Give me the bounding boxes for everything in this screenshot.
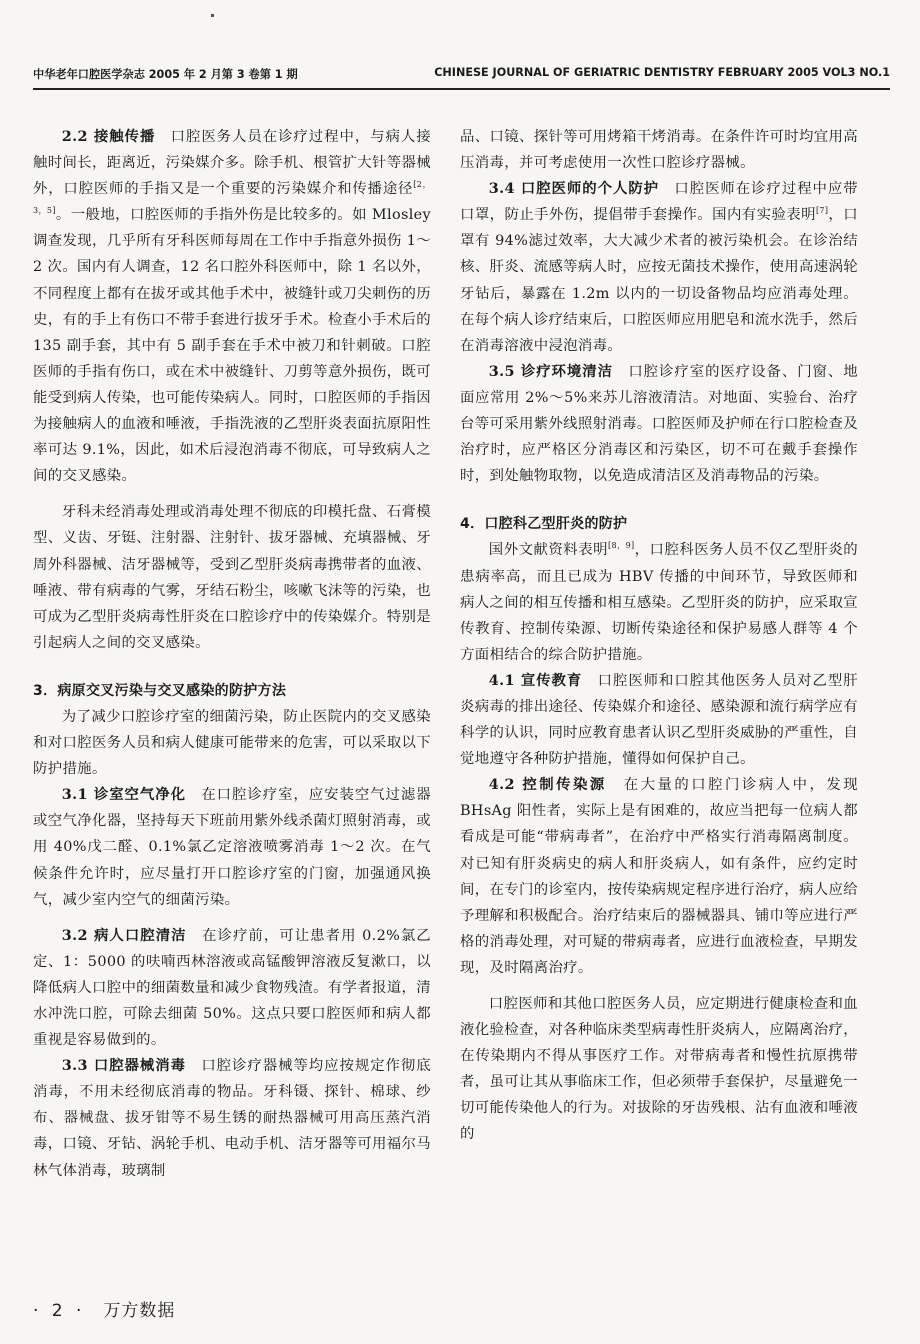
page-footer <box>33 1296 175 1321</box>
paragraph-3-3 <box>33 1053 431 1183</box>
page-number: · 2 · <box>33 1301 86 1321</box>
paragraph-continued: 品、口镜、探针等可用烤箱干烤消毒。在条件许可时均宜用高压消毒，并可考虑使用一次性口腔诊疗器械。 <box>460 129 858 172</box>
paragraph-text: 。一般地，口腔医师的手指外伤是比较多的。如 Mlosley 调查发现，几乎所有牙科医师每周在工作中手指意外损伤 1～2 次。国内有人调查，12 名口腔外科医师中，除 1 名以外，不同程度上都有在拔牙或其他手术中，被缝针或刀尖刺伤的历史，有的手上有伤口不带手套进行拔牙手术。检查小手术后的 135 副手套，其中有 5 副手套在手术中被刀和针刺破。口腔医师的手指有伤口，或在术中被缝针、刀剪等意外损伤，既可能受到病人传染，也可能传染病人。同时，口腔医师的手指因为接触病人的血液和唾液，手指洗液的乙型肝炎表面抗原阳性率可达 9.1%，因此，如术后浸泡消毒不彻底，可导致病人之间的交叉感染。 <box>33 207 431 485</box>
running-header <box>33 66 890 84</box>
section-heading-4: 4．口腔科乙型肝炎的防护 <box>460 516 628 533</box>
paragraph-text: 口腔医务人员在诊疗过程中，与病人接触时间长，距离近，污染媒介多。除手机、根管扩大针等器械外，口腔医师的手指又是一个重要的污染媒介和传播途径 <box>33 129 431 198</box>
journal-name-en: CHINESE JOURNAL OF GERIATRIC DENTISTRY FEBRUARY 2005 VOL3 NO.1 <box>434 66 890 79</box>
citation: [7] <box>815 206 829 216</box>
right-column <box>460 124 858 1148</box>
paragraph-3-5 <box>460 359 858 489</box>
paragraph-4-1 <box>460 668 858 772</box>
journal-name-cn: 中华老年口腔医学杂志 2005 年 2 月第 3 卷第 1 期 <box>33 68 298 81</box>
paragraph-text: 口腔医师在诊疗过程中应带口罩，防止手外伤，提倡带手套操作。国内有实验表明 <box>460 181 858 224</box>
paragraph-health-check: 口腔医师和其他口腔医务人员，应定期进行健康检查和血液化验检查，对各种临床类型病毒性肝炎病人，应隔离治疗，在传染期内不得从事医疗工作。对带病毒者和慢性抗原携带者，虽可让其从事临床工作，但必须带手套保护，尽量避免一切可能传染他人的行为。对拔除的牙齿残根、沾有血液和唾液的 <box>460 996 858 1143</box>
section-heading-3: 3．病原交叉污染与交叉感染的防护方法 <box>33 682 287 699</box>
subsection-heading-3-1: 3.1 诊室空气净化 <box>61 786 186 804</box>
paragraph-text: 在大量的口腔门诊病人中，发现 BHsAg 阳性者，实际上是有困难的，故应当把每一位病人都看成是可能“带病毒者”，在治疗中严格实行消毒隔离制度。对已知有肝炎病史的病人和肝炎病人，如有条件，应约定时间，在专门的诊室内，按传染病规定程序进行治疗，病人应给予理解和积极配合。治疗结束后的器械器具、铺巾等应进行严格的消毒处理，对可疑的带病毒者，应进行血液检查，早期发现，及时隔离治疗。 <box>460 777 858 976</box>
paragraph-3-intro: 为了减少口腔诊疗室的细菌污染，防止医院内的交叉感染和对口腔医务人员和病人健康可能带来的危害，可以采取以下防护措施。 <box>33 708 431 778</box>
paragraph-text: 口腔医师和口腔其他医务人员对乙型肝炎病毒的排出途径、传染媒介和途径、感染源和流行病学应有科学的认识，同时应教育患者认识乙型肝炎威胁的严重性，自觉地遵守各种防护措施，懂得如何保护自己。 <box>460 672 858 768</box>
paragraph-text: 国外文献资料表明 <box>488 542 608 559</box>
paragraph-4-intro <box>460 537 858 667</box>
header-rule <box>33 88 890 90</box>
paragraph-3-4 <box>460 176 858 359</box>
paragraph-3-1 <box>33 782 431 912</box>
subsection-heading-2-2: 2.2 接触传播 <box>61 128 156 145</box>
subsection-heading-3-4: 3.4 口腔医师的个人防护 <box>488 180 660 198</box>
left-column <box>33 124 431 1184</box>
subsection-heading-3-3: 3.3 口腔器械消毒 <box>61 1057 186 1075</box>
paragraph-text: ，口罩有 94%滤过效率，大大减少术者的被污染机会。在诊治结核、肝炎、流感等病人时，应按无菌技术操作，使用高速涡轮牙钻后，暴露在 1.2m 以内的一切设备物品均应消毒处理。在每个病人诊疗结束后，口腔医师应用肥皂和流水洗手，然后在消毒溶液中浸泡消毒。 <box>460 207 859 354</box>
citation: [8，9] <box>608 541 635 551</box>
paragraph-4-2 <box>460 772 858 981</box>
paragraph-text: 在诊疗前，可让患者用 0.2%氯乙定、1：5000 的呋喃西林溶液或高锰酸钾溶液反复漱口，以降低病人口腔中的细菌数量和减少食物残渣。有学者报道，清水冲洗口腔，可除去细菌 50%。这点只要口腔医师和病人都重视是容易做到的。 <box>33 927 432 1049</box>
subsection-heading-4-1: 4.1 宣传教育 <box>488 671 583 689</box>
subsection-heading-4-2: 4.2 控制传染源 <box>488 776 607 794</box>
citation: [2，3，5] <box>33 180 431 216</box>
paragraph-text: 口腔诊疗器械等均应按规定作彻底消毒，不用未经彻底消毒的物品。牙科镊、探针、棉球、纱布、器械盘、拔牙钳等不易生锈的耐热器械可用高压蒸汽消毒，口镜、牙钻、涡轮手机、电动手机、洁牙器等可用福尔马林气体消毒，玻璃制 <box>33 1058 431 1179</box>
paragraph-3-2 <box>33 923 431 1053</box>
paragraph-text: 口腔诊疗室的医疗设备、门窗、地面应常用 2%～5%来苏儿溶液清洁。对地面、实验台、治疗台等可采用紫外线照射消毒。口腔医师及护师在行口腔检查及治疗时，应严格区分消毒区和污染区，切不可在戴手套操作时，到处触物取物，以免造成清洁区及消毒物品的污染。 <box>460 363 858 485</box>
paragraph-2-2 <box>33 124 431 489</box>
source-watermark: 万方数据 <box>103 1301 176 1321</box>
paragraph-text: ，口腔科医务人员不仅乙型肝炎的患病率高，而且已成为 HBV 传播的中间环节，导致医师和病人之间的相互传播和相互感染。乙型肝炎的防护，应采取宣传教育、控制传染源、切断传染途径和保护易感人群等 4 个方面相结合的综合防护措施。 <box>460 542 858 663</box>
subsection-heading-3-5: 3.5 诊疗环境清洁 <box>488 362 613 380</box>
subsection-heading-3-2: 3.2 病人口腔清洁 <box>61 926 187 944</box>
paragraph-text: 在口腔诊疗室，应安装空气过滤器或空气净化器，坚持每天下班前用紫外线杀菌灯照射消毒，或用 40%戊二醛、0.1%氯乙定溶液喷雾消毒 1～2 次。在气候条件允许时，应尽量打开口腔诊疗室的门窗，加强通风换气，减少室内空气的细菌污染。 <box>33 787 431 908</box>
scan-mark <box>211 14 214 17</box>
paragraph-instruments: 牙科未经消毒处理或消毒处理不彻底的印模托盘、石膏模型、义齿、牙铤、注射器、注射针、拔牙器械、充填器械、牙周外科器械、洁牙器械等，受到乙型肝炎病毒携带者的血液、唾液、带有病毒的气雾，牙结石粉尘，咳嗽飞沫等的污染，也可成为乙型肝炎病毒性肝炎在口腔诊疗中的传染媒介。特别是引起病人之间的交叉感染。 <box>33 504 431 651</box>
